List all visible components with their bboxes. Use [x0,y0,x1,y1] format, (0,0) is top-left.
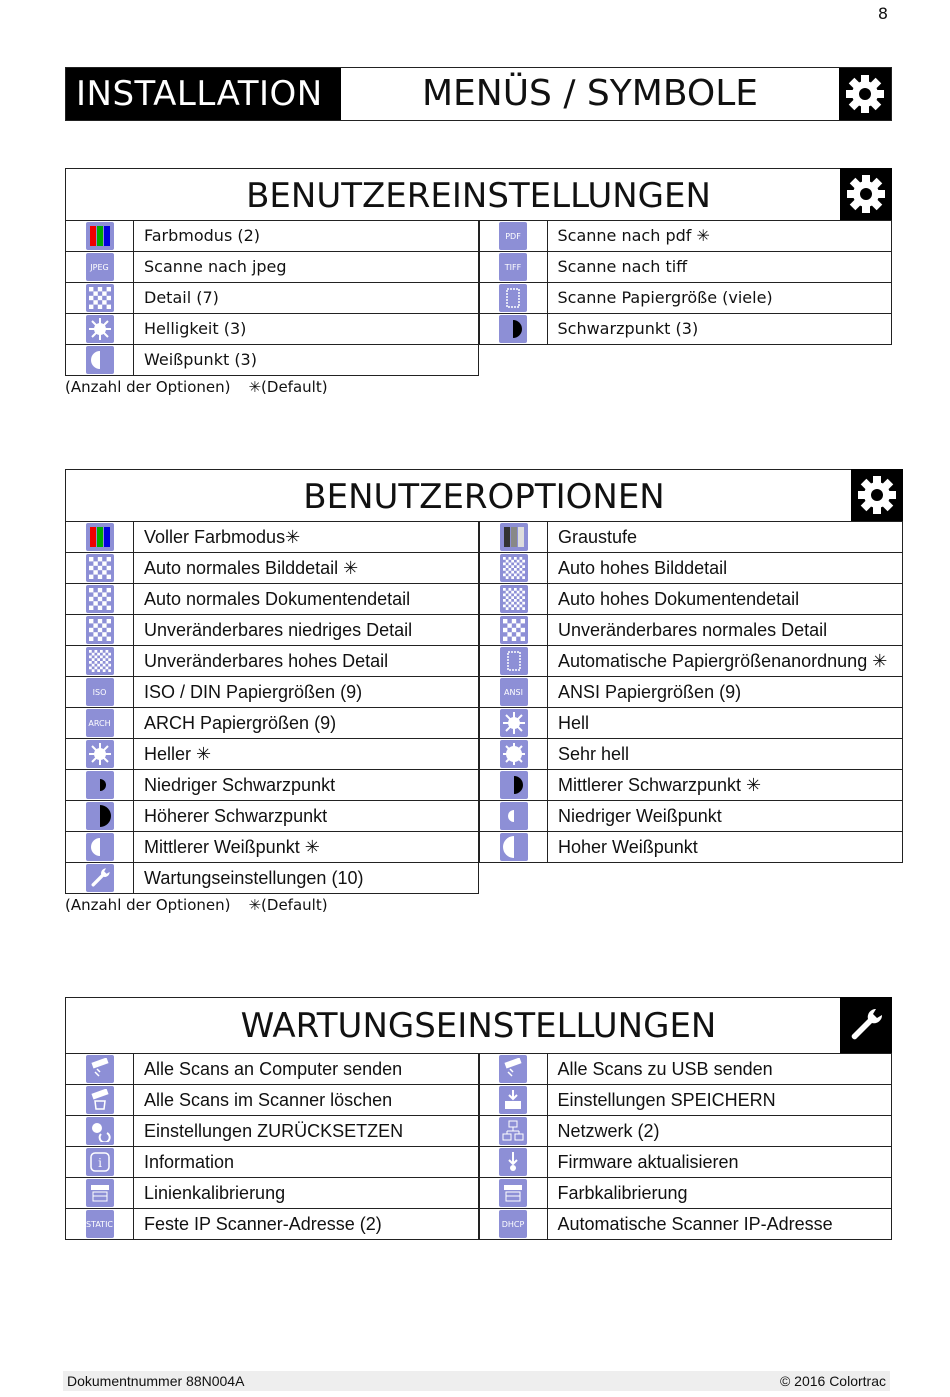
color-bars-icon [86,222,114,250]
section-wartungseinstellungen [65,997,892,1240]
checker-icon [86,284,114,312]
firmware-icon [499,1148,527,1176]
color-calibration-icon [499,1179,527,1207]
row-label: Unveränderbares hohes Detail [144,651,389,671]
table-row [65,738,479,770]
icon-cell [66,1054,134,1084]
icon-cell [66,801,134,831]
paper-size-icon [499,284,527,312]
icon-label: ANSI [504,687,523,697]
row-label: Scanne nach tiff [557,257,688,276]
row-label: Mittlerer Weißpunkt ✳ [144,837,320,857]
document-number: Dokumentnummer 88N004A [67,1373,245,1389]
table-row [65,313,479,345]
icon-cell [480,1209,548,1239]
fine-checker-icon [86,647,114,675]
icon-cell [66,553,134,583]
auto-paper-icon [500,647,528,675]
row-label: Automatische Scanner IP-Adresse [557,1214,833,1234]
dhcp-icon [499,1210,527,1238]
black-point-low-icon [86,771,114,799]
row-label: Alle Scans im Scanner löschen [144,1090,393,1110]
jpeg-icon [86,253,114,281]
table-row [65,344,479,376]
icon-cell [66,522,134,552]
icon-cell [66,863,134,893]
icon-label: ARCH [88,718,111,728]
row-label: Netzwerk (2) [557,1121,660,1141]
icon-cell [480,252,548,282]
row-label: Auto normales Bilddetail ✳ [144,558,359,578]
icon-cell [480,1085,548,1115]
row-label: Firmware aktualisieren [557,1152,739,1172]
white-point-high-icon [500,833,528,861]
table-row [65,831,479,863]
table-row [65,1208,479,1240]
table-row [479,552,903,584]
table-row [65,251,479,283]
icon-cell [66,646,134,676]
icon-cell [66,1209,134,1239]
pdf-icon [499,222,527,250]
row-label: Alle Scans zu USB senden [557,1059,773,1079]
table-row [65,800,479,832]
sun-large-icon [500,740,528,768]
sun-icon [86,315,114,343]
icon-cell [66,252,134,282]
row-label: Automatische Papiergrößenanordnung ✳ [558,651,888,671]
white-point-icon [86,833,114,861]
row-label: Unveränderbares normales Detail [558,620,828,640]
info-icon [86,1148,114,1176]
network-icon [499,1117,527,1145]
ansi-icon [500,678,528,706]
icon-label: PDF [505,231,521,241]
table-row [479,1084,893,1116]
section-benutzeroptionen [65,469,903,914]
icon-cell [66,1178,134,1208]
icon-cell [480,1054,548,1084]
row-label: Information [144,1152,235,1172]
white-point-icon [86,346,114,374]
table-row [65,645,479,677]
row-label: Schwarzpunkt (3) [557,319,699,338]
table-row [479,1053,893,1085]
table-row [479,769,903,801]
row-label: Feste IP Scanner-Adresse (2) [144,1214,382,1234]
section-benutzereinstellungen [65,168,892,396]
table-row [479,1208,893,1240]
table-row [479,645,903,677]
icon-cell [66,283,134,313]
table-row [65,614,479,646]
options-note: (Anzahl der Optionen) ✳(Default) [65,896,328,914]
row-label: Wartungseinstellungen (10) [144,868,364,888]
row-label: ISO / DIN Papiergrößen (9) [144,682,363,702]
icon-cell [66,832,134,862]
icon-cell [66,1085,134,1115]
table-row [65,521,479,553]
section-title-text: WARTUNGSEINSTELLUNGEN [240,1006,717,1046]
row-label: Scanne Papiergröße (viele) [557,288,773,307]
auto-high-doc-icon [500,585,528,613]
row-label: Hoher Weißpunkt [558,837,698,857]
row-label: Einstellungen SPEICHERN [557,1090,776,1110]
auto-detail-icon [86,554,114,582]
icon-cell [66,708,134,738]
table-row [479,1115,893,1147]
table-row [479,1177,893,1209]
sun-icon [500,709,528,737]
table-row [479,738,903,770]
table-row [65,1146,479,1178]
section-title-text: BENUTZEREINSTELLUNGEN [246,176,711,216]
icon-cell [66,1116,134,1146]
black-point-high-icon [86,802,114,830]
table-row [479,251,893,283]
icon-cell [66,739,134,769]
table-row [479,521,903,553]
save-settings-icon [499,1086,527,1114]
row-label: Auto hohes Dokumentendetail [558,589,800,609]
table-row [65,220,479,252]
row-label: Mittlerer Schwarzpunkt ✳ [558,775,762,795]
icon-cell [66,221,134,251]
header-title: MENÜS / SYMBOLE [421,73,759,114]
static-icon [86,1210,114,1238]
row-label: Scanne nach jpeg [144,257,287,276]
row-label: ANSI Papiergrößen (9) [558,682,742,702]
icon-cell [66,345,134,375]
white-point-low-icon [500,802,528,830]
table-row [479,800,903,832]
icon-cell [480,1147,548,1177]
icon-cell [480,677,548,707]
table-row [479,313,893,345]
auto-high-detail-icon [500,554,528,582]
row-label: Einstellungen ZURÜCKSETZEN [144,1121,404,1141]
tiff-icon [499,253,527,281]
row-label: ARCH Papiergrößen (9) [144,713,337,733]
gear-icon [851,469,903,521]
send-usb-icon [499,1055,527,1083]
section-title-text: BENUTZEROPTIONEN [303,477,665,517]
table-row [65,552,479,584]
header-section-label: INSTALLATION [66,68,341,120]
grayscale-icon [500,523,528,551]
icon-cell [66,677,134,707]
section-title [65,168,892,220]
row-label: Graustufe [558,527,638,547]
table-row [65,769,479,801]
send-computer-icon [86,1055,114,1083]
section-title [65,469,903,521]
row-label: Heller ✳ [144,744,212,764]
icon-cell [480,1116,548,1146]
icon-cell [480,314,548,344]
table-row [65,862,479,894]
table-row [65,1053,479,1085]
checker-icon [86,616,114,644]
row-label: Auto normales Dokumentendetail [144,589,411,609]
arch-icon [86,709,114,737]
table-row [479,614,903,646]
reset-icon [86,1117,114,1145]
row-label: Hell [558,713,590,733]
row-label: Höherer Schwarzpunkt [144,806,328,826]
black-point-icon [500,771,528,799]
table-row [65,1115,479,1147]
gear-icon [839,68,891,120]
row-label: Niedriger Weißpunkt [558,806,722,826]
row-label: Alle Scans an Computer senden [144,1059,403,1079]
black-point-icon [499,315,527,343]
section-title [65,997,892,1053]
table-row [65,676,479,708]
icon-cell [480,739,548,769]
icon-label: ISO [92,687,107,697]
row-label: Linienkalibrierung [144,1183,286,1203]
icon-cell [66,584,134,614]
icon-label: DHCP [501,1219,525,1229]
icon-cell [480,553,548,583]
page-number: 8 [877,4,888,23]
row-label: Voller Farbmodus✳ [144,527,301,547]
row-label: Sehr hell [558,744,630,764]
table-row [479,707,903,739]
delete-scans-icon [86,1086,114,1114]
table-row [479,282,893,314]
table-row [65,1177,479,1209]
table-row [479,220,893,252]
table-row [65,707,479,739]
auto-doc-detail-icon [86,585,114,613]
icon-cell [66,314,134,344]
wrench-icon [840,997,892,1053]
table-row [479,1146,893,1178]
icon-cell [66,770,134,800]
icon-cell [480,283,548,313]
sun-icon [86,740,114,768]
row-label: Auto hohes Bilddetail [558,558,728,578]
icon-cell [66,615,134,645]
options-note: (Anzahl der Optionen) ✳(Default) [65,378,328,396]
icon-cell [480,221,548,251]
line-calibration-icon [86,1179,114,1207]
icon-cell [480,1178,548,1208]
table-row [479,676,903,708]
table-row [65,583,479,615]
iso-icon [86,678,114,706]
row-label: Helligkeit (3) [144,319,247,338]
table-row [65,282,479,314]
copyright: © 2016 Colortrac [779,1373,886,1389]
row-label: Unveränderbares niedriges Detail [144,620,413,640]
svg-text:i: i [97,1156,102,1170]
color-bars-icon [86,523,114,551]
table-row [479,831,903,863]
row-label: Niedriger Schwarzpunkt [144,775,336,795]
row-label: Weißpunkt (3) [144,350,257,369]
row-label: Detail (7) [144,288,219,307]
gear-icon [840,168,892,220]
page-footer [63,1371,890,1391]
icon-cell [480,522,548,552]
table-row [479,583,903,615]
row-label: Farbmodus (2) [144,226,261,245]
icon-label: TIFF [504,262,522,272]
icon-cell [66,1147,134,1177]
icon-cell [480,832,548,862]
icon-label: JPEG [90,262,109,272]
row-label: Farbkalibrierung [557,1183,688,1203]
icon-cell [480,584,548,614]
table-row [65,1084,479,1116]
wrench-icon [86,864,114,892]
icon-cell [480,770,548,800]
row-label: Scanne nach pdf ✳ [557,226,710,245]
icon-cell [480,646,548,676]
icon-label: STATIC [85,1219,114,1229]
icon-cell [480,615,548,645]
checker-icon [500,616,528,644]
page-header [65,67,892,121]
icon-cell [480,801,548,831]
icon-cell [480,708,548,738]
